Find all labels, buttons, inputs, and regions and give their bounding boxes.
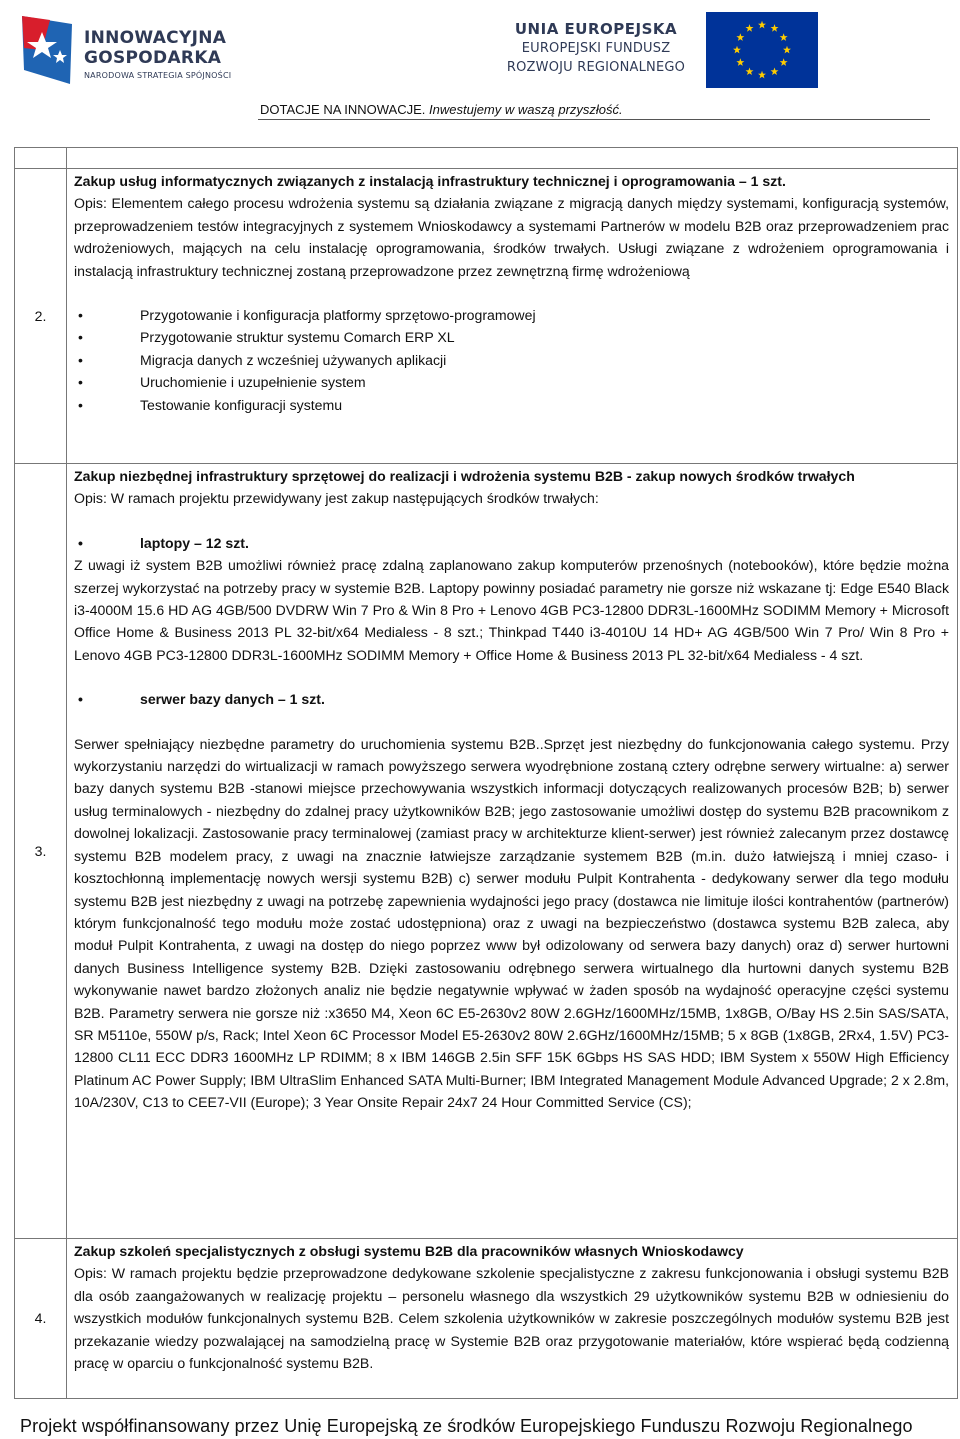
cost-items-table [14, 147, 958, 1399]
logo-line-2: GOSPODARKA [84, 48, 222, 68]
section-title: Zakup usług informatycznych związanych z instalacją infrastruktury technicznej i oprogramowania – 1 szt. [74, 173, 786, 189]
header-cell-number [15, 148, 67, 169]
bullet-list [74, 688, 949, 710]
spacer [74, 510, 949, 532]
list-item: • Testowanie konfiguracji systemu [74, 394, 949, 416]
header-cell-body [67, 148, 958, 169]
row-content [67, 464, 958, 1239]
row-content [67, 1239, 958, 1399]
section-description: Opis: Elementem całego procesu wdrożenia systemu są działania związane z migracją danych między systemami, konfiguracją systemów, przeprowadzeniem testów integracyjnych z systemem Wnioskodawcy a systemami Partnerów w modelu B2B oraz przeprowadzeniem prac wdrożeniowych, mających na celu instalację oprogramowania, środków trwałych. Usługi związane z wdrożeniem oprogramowania i instalacją infrastruktury technicznej zostaną przeprowadzone przez zewnętrzną firmę wdrożeniową [74, 195, 949, 279]
eu-flag-icon [706, 12, 818, 88]
row-content [67, 169, 958, 464]
table-row-4 [15, 1239, 958, 1399]
spacer [74, 282, 949, 304]
bullet-list [74, 532, 949, 554]
row-number: 3. [15, 464, 67, 1239]
logo-line-1: INNOWACYJNA [84, 28, 227, 48]
star-flag-icon [20, 10, 80, 86]
tagline [260, 102, 623, 117]
row-number: 2. [15, 169, 67, 464]
bullet-list [74, 304, 949, 416]
innowacyjna-gospodarka-logo [20, 10, 250, 90]
laptops-description: Z uwagi iż system B2B umożliwi również pracę zdalną zaplanowano zakup komputerów przenośnych (notebooków), które będzie można szerzej wykorzystać na potrzeby pracy w systemie B2B. Laptopy powinny posiadać parametry nie gorsze niż wskazane tj: Edge E540 Black i3-4000M 15.6 HD AG 4GB/500 DVDRW Win 7 Pro & Win 8 Pro + Lenovo 4GB PC3-12800 DDR3L-1600MHz SODIMM Memory + Microsoft Office Home & Business 2013 PL 32-bit/x64 Medialess - 8 szt.; Thinkpad T440 i3-4010U 14 HD+ AG 4GB/500 Win 7 Pro/ Win 8 Pro + Lenovo 4GB PC3-12800 DDR3L-1600MHz SODIMM Memory + Office Home & Business 2013 PL 32-bit/x64 Medialess - 4 szt. [74, 557, 949, 663]
list-item-server: • serwer bazy danych – 1 szt. [74, 688, 949, 710]
spacer [74, 666, 949, 688]
page-header [0, 0, 960, 122]
logo-line-3: NARODOWA STRATEGIA SPÓJNOŚCI [84, 71, 232, 80]
eu-line-2: EUROPEJSKI FUNDUSZ [521, 41, 671, 56]
server-description: Serwer spełniający niezbędne parametry do uruchomienia systemu B2B..Sprzęt jest niezbędny do funkcjonowania całego systemu. Przy wykorzystaniu narzędzi do wirtualizacji w ramach powyższego serwera wyodrębnione zostaną cztery odrębne serwery wirtualne: a) serwer bazy danych systemu B2B -stanowi miejsce przechowywania wszystkich informacji dotyczących realizowanych procesów B2B; b) serwer usług terminalowych - niezbędny do zdalnej pracy użytkowników B2B; jego zastosowanie umożliwi dostęp do systemu B2B pracownikom z dowolnej lokalizacji. Zastosowanie pracy terminalowej (zamiast pracy w architekturze klient-serwer) jest również zalecanym przez dostawcę systemu B2B modelem pracy, z uwagi na znacznie łatwiejsze zarządzanie systemem B2B (m.in. dużo łatwiejszą i mniej czaso- i kosztochłonną implementację nowych wersji systemu B2B) c) serwer modułu Pulpit Kontrahenta - dedykowany serwer dla tego modułu systemu B2B jest niezbędny z uwagi na potrzebę zapewnienia wydajności jego pracy (dostawca nie limituje ilości kontrahentów (partnerów) którym funkcjonalność tego modułu może zostać udostępniona) oraz z uwagi na bezpieczeństwo (dostawca systemu B2B zaleca, aby moduł Pulpit Kontrahenta, z uwagi na dostęp do niego poprzez www był odizolowany od serwera bazy danych) oraz d) serwer hurtowni danych Business Intelligence systemy B2B. Dzięki zastosowaniu odrębnego serwera wirtualnego dla hurtowni danych systemu B2B wykonywanie nawet bardzo złożonych analiz nie będzie negatywnie wpływać w żaden sposób na wydajność operacyjne części systemu B2B. Parametry serwera nie gorsze niż :x3650 M4, Xeon 6C E5-2630v2 80W 2.6GHz/1600MHz/15MB, 1x8GB, O/Bay HS 2.5in SAS/SATA, SR M5110e, 550W p/s, Rack; Intel Xeon 6C Processor Model E5-2630v2 80W 2.6GHz/1600MHz/15MB; 5 x 8GB (1x8GB, 2Rx4, 1.5V) PC3-12800 CL11 ECC DDR3 1600MHz LP RDIMM; 8 x IBM 146GB 2.5in SFF 15K 6Gbps HS SAS HDD; IBM System x 550W High Efficiency Platinum AC Power Supply; IBM UltraSlim Enhanced SATA Multi-Burner; IBM Integrated Management Module Advanced Upgrade; 2 x 2.8m, 10A/230V, C13 to CEE7-VII (Europe); 3 Year Onsite Repair 24x7 24 Hour Committed Service (CS); [74, 735, 949, 1111]
tagline-plain: DOTACJE NA INNOWACJE. [260, 102, 430, 117]
section-title: Zakup niezbędnej infrastruktury sprzętowej do realizacji i wdrożenia systemu B2B - zakup nowych środków trwałych [74, 468, 855, 484]
eu-fund-wordmark [498, 20, 694, 77]
section-description: Opis: W ramach projektu będzie przeprowadzone dedykowane szkolenie specjalistyczne z zakresu funkcjonowania i obsługi systemu B2B dla osób zaangażowanych w realizację projektu – personelu własnego dla wszystkich 29 użytkowników systemu B2B w odniesieniu do wszystkich modułów funkcjonalnych systemu B2B. Celem szkolenia użytkowników w zakresie poszczególnych modułów systemu B2B jest przekazanie wiedzy pozwalającej na samodzielną pracę w Systemie B2B oraz przygotowanie materiałów, które wspierać będą codzienną pracę w oparciu o funkcjonalność systemu B2B. [74, 1265, 949, 1372]
section-description: Opis: W ramach projektu przewidywany jest zakup następujących środków trwałych: [74, 490, 599, 507]
list-item: • Przygotowanie struktur systemu Comarch ERP XL [74, 326, 949, 348]
section-title: Zakup szkoleń specjalistycznych z obsługi systemu B2B dla pracowników własnych Wnioskodawcy [74, 1243, 744, 1259]
table-row-2 [15, 169, 958, 464]
list-item: • Uruchomienie i uzupełnienie system [74, 371, 949, 393]
list-item: • Migracja danych z wcześniej używanych aplikacji [74, 349, 949, 371]
list-item: • Przygotowanie i konfiguracja platformy sprzętowo-programowej [74, 304, 949, 326]
tagline-italic: Inwestujemy w waszą przyszłość. [429, 102, 623, 117]
innowacyjna-gospodarka-wordmark [84, 28, 231, 80]
page-footer: Projekt współfinansowany przez Unię Europejską ze środków Europejskiego Funduszu Rozwoju Regionalnego [20, 1416, 913, 1436]
table-header-row [15, 148, 958, 169]
row-number: 4. [15, 1239, 67, 1399]
eu-line-1: UNIA EUROPEJSKA [514, 20, 678, 38]
spacer [74, 711, 949, 733]
list-item-laptops: • laptopy – 12 szt. [74, 532, 949, 554]
table-row-3 [15, 464, 958, 1239]
eu-line-3: ROZWOJU REGIONALNEGO [506, 60, 686, 75]
header-divider [258, 119, 930, 120]
